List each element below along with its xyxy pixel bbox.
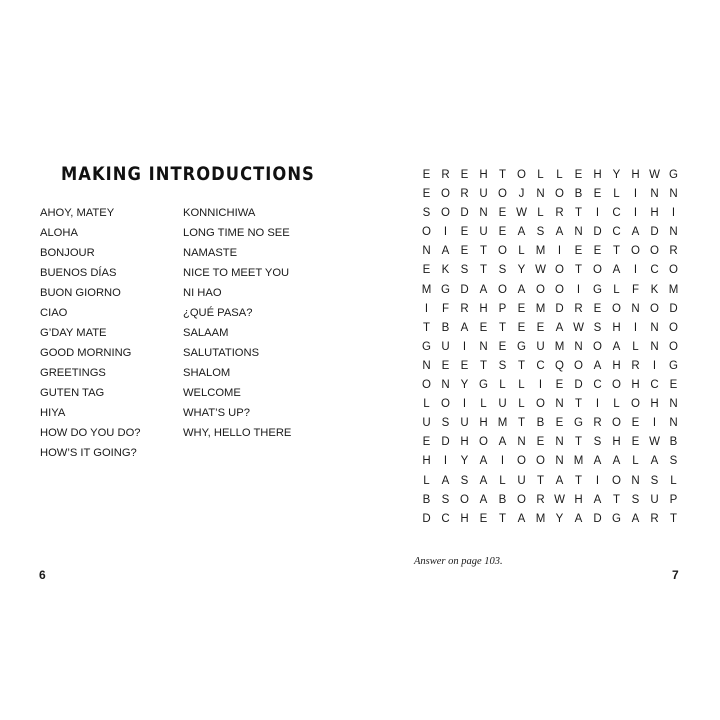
grid-letter: G — [441, 283, 450, 296]
word-list-item: WHAT’S UP? — [183, 407, 250, 419]
grid-letter: E — [498, 207, 507, 220]
word-search-grid — [417, 166, 683, 529]
grid-letter: S — [650, 474, 659, 487]
grid-letter: R — [441, 169, 450, 181]
grid-letter: E — [555, 379, 564, 392]
word-list-column-1 — [40, 203, 141, 463]
grid-letter: N — [479, 340, 488, 353]
grid-letter: N — [422, 359, 431, 372]
grid-letter: C — [650, 379, 659, 392]
grid-letter: E — [422, 436, 431, 449]
grid-letter: A — [460, 321, 469, 334]
grid-letter: O — [536, 398, 545, 411]
grid-letter: A — [517, 226, 526, 239]
grid-letter: A — [612, 264, 621, 277]
word-list-item: WHY, HELLO THERE — [183, 427, 292, 439]
grid-letter: N — [555, 436, 564, 449]
grid-letter: B — [536, 417, 545, 430]
grid-letter: T — [498, 512, 507, 525]
grid-letter: I — [652, 359, 657, 372]
grid-letter: L — [613, 283, 620, 296]
grid-letter: N — [574, 340, 583, 353]
grid-letter: Y — [460, 379, 469, 392]
grid-letter: T — [422, 321, 431, 334]
word-list-item: GREETINGS — [40, 367, 106, 379]
grid-letter: M — [535, 302, 546, 315]
grid-letter: D — [593, 512, 602, 525]
grid-letter: O — [574, 359, 583, 372]
grid-letter: A — [479, 283, 488, 296]
grid-letter: T — [517, 417, 526, 430]
grid-letter: I — [576, 283, 581, 296]
grid-letter: E — [631, 417, 640, 430]
grid-letter: D — [574, 379, 583, 392]
grid-letter: T — [612, 493, 621, 506]
grid-letter: E — [536, 436, 545, 449]
grid-letter: O — [593, 264, 602, 277]
grid-letter: N — [669, 417, 678, 430]
grid-letter: N — [422, 245, 431, 258]
grid-letter: I — [443, 226, 448, 239]
grid-letter: O — [669, 264, 678, 277]
grid-letter: W — [573, 321, 584, 334]
grid-letter: E — [422, 264, 431, 277]
grid-letter: E — [498, 226, 507, 239]
grid-letter: C — [612, 226, 621, 239]
word-list-item: HOW DO YOU DO? — [40, 427, 141, 439]
grid-letter: O — [517, 169, 526, 181]
grid-letter: D — [650, 226, 659, 239]
grid-letter: T — [479, 245, 488, 258]
grid-letter: B — [498, 493, 507, 506]
grid-letter: K — [650, 283, 659, 296]
page-number-right: 7 — [672, 568, 679, 582]
grid-letter: N — [650, 321, 659, 334]
grid-letter: A — [574, 512, 583, 525]
grid-letter: O — [612, 474, 621, 487]
word-list-item: NI HAO — [183, 287, 222, 299]
grid-letter: I — [462, 398, 467, 411]
grid-letter: E — [517, 321, 526, 334]
grid-letter: O — [498, 245, 507, 258]
word-list-item: CIAO — [40, 307, 68, 319]
grid-letter: O — [536, 283, 545, 296]
grid-letter: E — [460, 169, 469, 181]
grid-letter: U — [479, 226, 488, 239]
grid-letter: I — [557, 245, 562, 258]
grid-letter: O — [593, 340, 602, 353]
grid-letter: H — [612, 436, 621, 449]
grid-letter: E — [479, 321, 488, 334]
grid-letter: W — [649, 436, 660, 449]
word-list-item: GUTEN TAG — [40, 387, 105, 399]
grid-letter: M — [535, 512, 546, 525]
grid-letter: A — [631, 512, 640, 525]
grid-letter: D — [669, 302, 678, 315]
grid-letter: O — [460, 493, 469, 506]
grid-letter: F — [631, 283, 640, 296]
grid-letter: O — [555, 264, 564, 277]
grid-letter: O — [555, 188, 564, 201]
grid-letter: O — [422, 379, 431, 392]
grid-letter: S — [460, 264, 469, 277]
grid-letter: O — [631, 398, 640, 411]
grid-letter: P — [498, 302, 507, 315]
word-list-item: NICE TO MEET YOU — [183, 267, 290, 279]
grid-letter: D — [593, 226, 602, 239]
grid-letter: F — [441, 302, 450, 315]
grid-letter: D — [441, 436, 450, 449]
grid-letter: O — [441, 207, 450, 220]
grid-letter: L — [423, 398, 430, 411]
grid-letter: D — [460, 283, 469, 296]
grid-letter: S — [669, 455, 678, 468]
grid-letter: D — [555, 302, 564, 315]
grid-letter: A — [593, 493, 602, 506]
grid-letter: G — [669, 169, 678, 181]
grid-letter: A — [517, 512, 526, 525]
grid-letter: L — [613, 188, 620, 201]
grid-letter: I — [424, 302, 429, 315]
grid-letter: N — [669, 188, 678, 201]
grid-letter: P — [669, 493, 678, 506]
grid-letter: A — [479, 455, 488, 468]
grid-letter: U — [650, 493, 659, 506]
grid-letter: H — [593, 169, 602, 181]
grid-letter: S — [422, 207, 431, 220]
grid-letter: R — [460, 188, 469, 201]
grid-letter: M — [554, 340, 565, 353]
grid-letter: C — [441, 512, 450, 525]
grid-letter: I — [633, 188, 638, 201]
grid-letter: O — [650, 302, 659, 315]
grid-letter: U — [517, 474, 526, 487]
grid-letter: H — [460, 512, 469, 525]
grid-letter: L — [556, 169, 563, 181]
grid-letter: O — [422, 226, 431, 239]
word-list-item: AHOY, MATEY — [40, 207, 115, 219]
grid-letter: O — [669, 340, 678, 353]
grid-letter: H — [612, 321, 621, 334]
grid-letter: O — [479, 436, 488, 449]
grid-letter: A — [555, 321, 564, 334]
grid-letter: S — [631, 493, 640, 506]
grid-letter: O — [498, 283, 507, 296]
grid-letter: E — [498, 340, 507, 353]
grid-letter: T — [479, 359, 488, 372]
grid-letter: T — [517, 359, 526, 372]
grid-letter: O — [517, 493, 526, 506]
grid-letter: L — [423, 474, 430, 487]
grid-letter: G — [593, 283, 602, 296]
grid-letter: U — [498, 398, 507, 411]
grid-letter: A — [555, 226, 564, 239]
grid-letter: T — [669, 512, 678, 525]
grid-letter: K — [441, 264, 450, 277]
grid-letter: B — [422, 493, 431, 506]
grid-letter: O — [631, 245, 640, 258]
grid-letter: E — [593, 302, 602, 315]
grid-letter: E — [460, 245, 469, 258]
grid-letter: R — [574, 302, 583, 315]
grid-letter: U — [536, 340, 545, 353]
grid-letter: A — [593, 359, 602, 372]
grid-letter: W — [649, 169, 660, 181]
word-list-item: KONNICHIWA — [183, 207, 256, 219]
grid-letter: L — [632, 340, 639, 353]
grid-letter: G — [669, 359, 678, 372]
grid-letter: O — [498, 188, 507, 201]
grid-letter: M — [535, 245, 546, 258]
grid-letter: E — [441, 359, 450, 372]
grid-letter: A — [612, 340, 621, 353]
grid-letter: T — [498, 321, 507, 334]
word-list-item: BUON GIORNO — [40, 287, 121, 299]
grid-letter: N — [650, 188, 659, 201]
grid-letter: I — [595, 207, 600, 220]
grid-letter: H — [650, 398, 659, 411]
grid-letter: W — [554, 493, 565, 506]
grid-letter: D — [460, 207, 469, 220]
word-list-column-2 — [183, 203, 291, 443]
grid-letter: O — [669, 321, 678, 334]
grid-letter: L — [518, 245, 525, 258]
grid-letter: M — [573, 455, 584, 468]
grid-letter: Y — [460, 455, 469, 468]
grid-letter: O — [612, 302, 621, 315]
grid-letter: I — [595, 398, 600, 411]
word-list-item: SALUTATIONS — [183, 347, 260, 359]
grid-letter: L — [670, 474, 677, 487]
grid-letter: L — [499, 474, 506, 487]
grid-letter: L — [632, 455, 639, 468]
grid-letter: N — [631, 302, 640, 315]
grid-letter: N — [631, 474, 640, 487]
grid-letter: Y — [555, 512, 564, 525]
grid-letter: G — [517, 340, 526, 353]
grid-letter: L — [480, 398, 487, 411]
grid-letter: R — [555, 207, 564, 220]
grid-letter: E — [460, 359, 469, 372]
grid-letter: I — [633, 264, 638, 277]
grid-letter: E — [574, 169, 583, 181]
word-list-item: SALAAM — [183, 327, 229, 339]
grid-letter: O — [555, 283, 564, 296]
grid-letter: G — [574, 417, 583, 430]
word-list-item: HOW’S IT GOING? — [40, 447, 137, 459]
grid-letter: H — [422, 455, 431, 468]
grid-letter: H — [574, 493, 583, 506]
grid-letter: U — [460, 417, 469, 430]
grid-letter: T — [574, 264, 583, 277]
grid-letter: S — [460, 474, 469, 487]
grid-letter: S — [593, 321, 602, 334]
grid-letter: H — [631, 379, 640, 392]
word-list-item: NAMASTE — [183, 247, 238, 259]
grid-letter: R — [631, 359, 640, 372]
grid-letter: N — [479, 207, 488, 220]
grid-letter: E — [517, 302, 526, 315]
grid-letter: O — [536, 455, 545, 468]
grid-letter: A — [479, 493, 488, 506]
grid-letter: E — [479, 512, 488, 525]
grid-letter: L — [499, 379, 506, 392]
grid-letter: I — [633, 207, 638, 220]
grid-letter: E — [422, 169, 431, 181]
page-title: MAKING INTRODUCTIONS — [61, 163, 315, 185]
grid-letter: N — [574, 226, 583, 239]
grid-letter: N — [441, 379, 450, 392]
grid-letter: A — [498, 436, 507, 449]
word-list-item: LONG TIME NO SEE — [183, 227, 290, 239]
word-list-item: HIYA — [40, 407, 66, 419]
grid-letter: L — [518, 398, 525, 411]
grid-letter: R — [669, 245, 678, 258]
grid-letter: T — [574, 207, 583, 220]
grid-letter: L — [537, 169, 544, 181]
grid-letter: B — [441, 321, 450, 334]
grid-letter: G — [612, 512, 621, 525]
grid-letter: O — [441, 398, 450, 411]
grid-letter: I — [462, 340, 467, 353]
grid-letter: N — [669, 398, 678, 411]
page-number-left: 6 — [39, 568, 46, 582]
grid-letter: D — [422, 512, 431, 525]
grid-letter: Y — [517, 264, 526, 277]
grid-letter: A — [631, 226, 640, 239]
grid-letter: N — [650, 340, 659, 353]
grid-letter: E — [574, 245, 583, 258]
grid-letter: U — [422, 417, 431, 430]
grid-letter: U — [441, 340, 450, 353]
grid-letter: Y — [612, 169, 621, 181]
grid-letter: N — [517, 436, 526, 449]
grid-letter: E — [555, 417, 564, 430]
grid-letter: B — [574, 188, 583, 201]
grid-letter: E — [460, 226, 469, 239]
grid-letter: H — [479, 302, 488, 315]
grid-letter: I — [671, 207, 676, 220]
grid-letter: O — [650, 245, 659, 258]
grid-letter: W — [535, 264, 546, 277]
grid-letter: E — [593, 245, 602, 258]
grid-letter: G — [422, 340, 431, 353]
grid-letter: E — [422, 188, 431, 201]
grid-letter: N — [555, 398, 564, 411]
grid-letter: I — [633, 321, 638, 334]
grid-letter: H — [612, 359, 621, 372]
grid-letter: N — [555, 455, 564, 468]
grid-letter: C — [536, 359, 545, 372]
grid-letter: E — [536, 321, 545, 334]
grid-letter: I — [652, 417, 657, 430]
grid-letter: A — [593, 455, 602, 468]
grid-letter: I — [443, 455, 448, 468]
grid-letter: E — [669, 379, 678, 392]
grid-letter: S — [536, 226, 545, 239]
grid-letter: C — [650, 264, 659, 277]
grid-letter: T — [574, 398, 583, 411]
word-list-item: WELCOME — [183, 387, 241, 399]
grid-letter: E — [631, 436, 640, 449]
grid-letter: E — [593, 188, 602, 201]
word-list-item: BONJOUR — [40, 247, 95, 259]
grid-letter: C — [612, 207, 621, 220]
grid-letter: N — [536, 188, 545, 201]
grid-letter: S — [441, 417, 450, 430]
grid-letter: I — [538, 379, 543, 392]
grid-letter: H — [650, 207, 659, 220]
grid-letter: A — [650, 455, 659, 468]
grid-letter: R — [593, 417, 602, 430]
grid-letter: L — [518, 379, 525, 392]
grid-letter: I — [500, 455, 505, 468]
grid-letter: G — [479, 379, 488, 392]
grid-letter: S — [498, 264, 507, 277]
grid-letter: H — [479, 169, 488, 181]
word-list-item: GOOD MORNING — [40, 347, 132, 359]
grid-letter: T — [498, 169, 507, 181]
grid-letter: C — [593, 379, 602, 392]
grid-letter: H — [479, 417, 488, 430]
answer-note: Answer on page 103. — [414, 556, 503, 567]
grid-letter: A — [555, 474, 564, 487]
grid-letter: B — [669, 436, 678, 449]
grid-letter: O — [612, 417, 621, 430]
word-list-item: BUENOS DÍAS — [40, 267, 117, 279]
grid-letter: R — [650, 512, 659, 525]
grid-letter: J — [518, 188, 525, 201]
grid-letter: A — [517, 283, 526, 296]
grid-letter: O — [612, 379, 621, 392]
grid-letter: S — [441, 493, 450, 506]
word-list-item: ¿QUÉ PASA? — [183, 307, 253, 319]
grid-letter: U — [479, 188, 488, 201]
grid-letter: A — [479, 474, 488, 487]
grid-letter: T — [574, 436, 583, 449]
grid-letter: T — [612, 245, 621, 258]
grid-letter: A — [612, 455, 621, 468]
grid-letter: A — [441, 474, 450, 487]
grid-letter: L — [613, 398, 620, 411]
grid-letter: Q — [555, 359, 564, 372]
grid-letter: W — [516, 207, 527, 220]
grid-letter: N — [669, 226, 678, 239]
grid-letter: H — [631, 169, 640, 181]
grid-letter: M — [668, 283, 679, 296]
grid-letter: A — [441, 245, 450, 258]
grid-letter: S — [593, 436, 602, 449]
grid-letter: O — [517, 455, 526, 468]
grid-letter: T — [536, 474, 545, 487]
word-list-item: G’DAY MATE — [40, 327, 107, 339]
grid-letter: T — [574, 474, 583, 487]
grid-letter: R — [536, 493, 545, 506]
grid-letter: R — [460, 302, 469, 315]
word-list-item: ALOHA — [40, 227, 78, 239]
grid-letter: I — [595, 474, 600, 487]
grid-letter: L — [537, 207, 544, 220]
grid-letter: T — [479, 264, 488, 277]
grid-letter: M — [421, 283, 432, 296]
grid-letter: M — [497, 417, 508, 430]
grid-letter: S — [498, 359, 507, 372]
grid-letter: H — [460, 436, 469, 449]
grid-letter: O — [441, 188, 450, 201]
word-list-item: SHALOM — [183, 367, 231, 379]
